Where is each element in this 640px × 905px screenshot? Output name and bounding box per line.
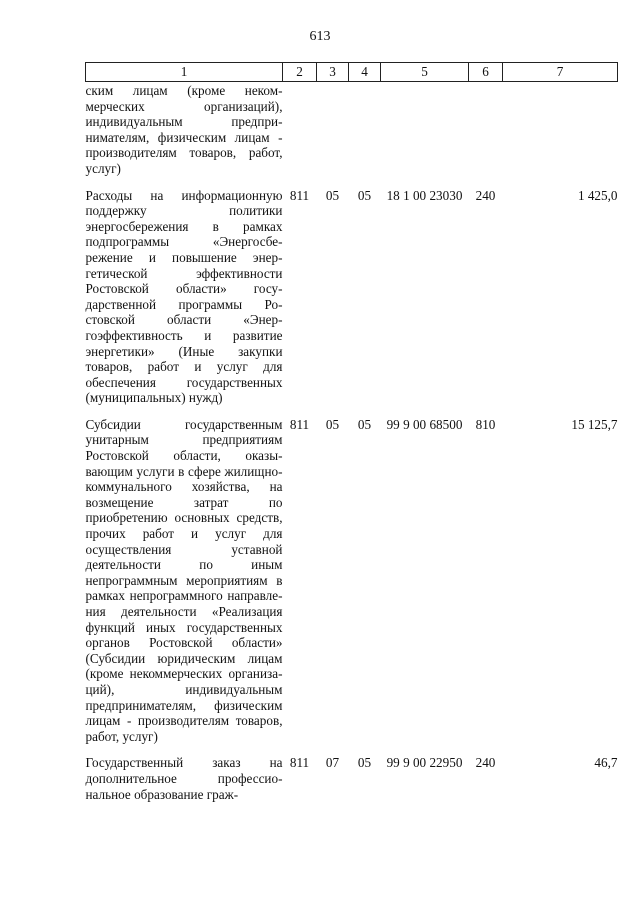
row-col7: 1 425,0 xyxy=(577,187,618,203)
table-header xyxy=(86,63,618,82)
row-col4 xyxy=(349,82,381,188)
row-col2 xyxy=(283,82,317,188)
header-col-1: 1 xyxy=(86,63,283,82)
row-col7 xyxy=(503,82,618,188)
row-description: Субсидии государственным унитарным предприятиям Ростовской области, оказывающим услуги в сфере жилищно-коммунального хозяйства, на возмещение затрат по приобретению основных средств, прочих работ и услуг для осуществления уставной деятельности по иным непрограммным мероприятиям в рамках непрограммного направления деятельности «Реализация функций иных государственных органов Ростовской области» (Субсидии юридическим лицам (кроме некоммерческих организаций), индивидуальным предпринимателям, физическим лицам - производителям товаров, работ, услуг) xyxy=(85,416,283,744)
row-col5: 18 1 00 23030 xyxy=(386,187,463,203)
header-col-5: 5 xyxy=(381,63,469,82)
row-col2: 811 xyxy=(289,416,310,432)
row-col6: 810 xyxy=(475,416,496,432)
row-col4: 05 xyxy=(357,416,372,432)
row-col3: 05 xyxy=(325,416,340,432)
table-row xyxy=(86,188,618,417)
header-col-2: 2 xyxy=(283,63,317,82)
header-col-6: 6 xyxy=(469,63,503,82)
row-col7: 46,7 xyxy=(594,755,618,771)
row-col6 xyxy=(469,82,503,188)
table-row xyxy=(86,755,618,802)
header-col-3: 3 xyxy=(317,63,349,82)
row-description: ским лицам (кроме некоммерческих организаций), индивидуальным предпринимателям, физическим лицам - производителям товаров, работ, услуг) xyxy=(85,83,283,176)
row-col5: 99 9 00 22950 xyxy=(386,755,463,771)
table-row xyxy=(86,82,618,188)
header-col-7: 7 xyxy=(503,63,618,82)
row-col4: 05 xyxy=(357,187,372,203)
row-col3: 05 xyxy=(325,187,340,203)
row-col7: 15 125,7 xyxy=(571,416,618,432)
row-col6: 240 xyxy=(475,755,496,771)
row-col2: 811 xyxy=(289,187,310,203)
row-col6: 240 xyxy=(475,187,496,203)
row-col5: 99 9 00 68500 xyxy=(386,416,463,432)
row-description: Расходы на информационную поддержку политики энергосбережения в рамках подпрограммы «Энергосбережение и повышение энергетической эффективности Ростовской области» государственной программы Ростовской области «Энергоэффективность и развитие энергетики» (Иные закупки товаров, работ и услуг для обеспечения государственных (муниципальных) нужд) xyxy=(85,187,283,406)
page-number: 613 xyxy=(309,29,331,44)
row-col5 xyxy=(381,82,469,188)
row-col3: 07 xyxy=(325,755,340,771)
row-col2: 811 xyxy=(289,755,310,771)
row-description: Государственный заказ на дополнительное профессиональное образование граж- xyxy=(85,755,283,802)
table-row xyxy=(86,417,618,755)
budget-table xyxy=(85,62,618,802)
row-col3 xyxy=(317,82,349,188)
header-row xyxy=(86,63,618,82)
row-col4: 05 xyxy=(357,755,372,771)
table-body xyxy=(86,82,618,803)
header-col-4: 4 xyxy=(349,63,381,82)
